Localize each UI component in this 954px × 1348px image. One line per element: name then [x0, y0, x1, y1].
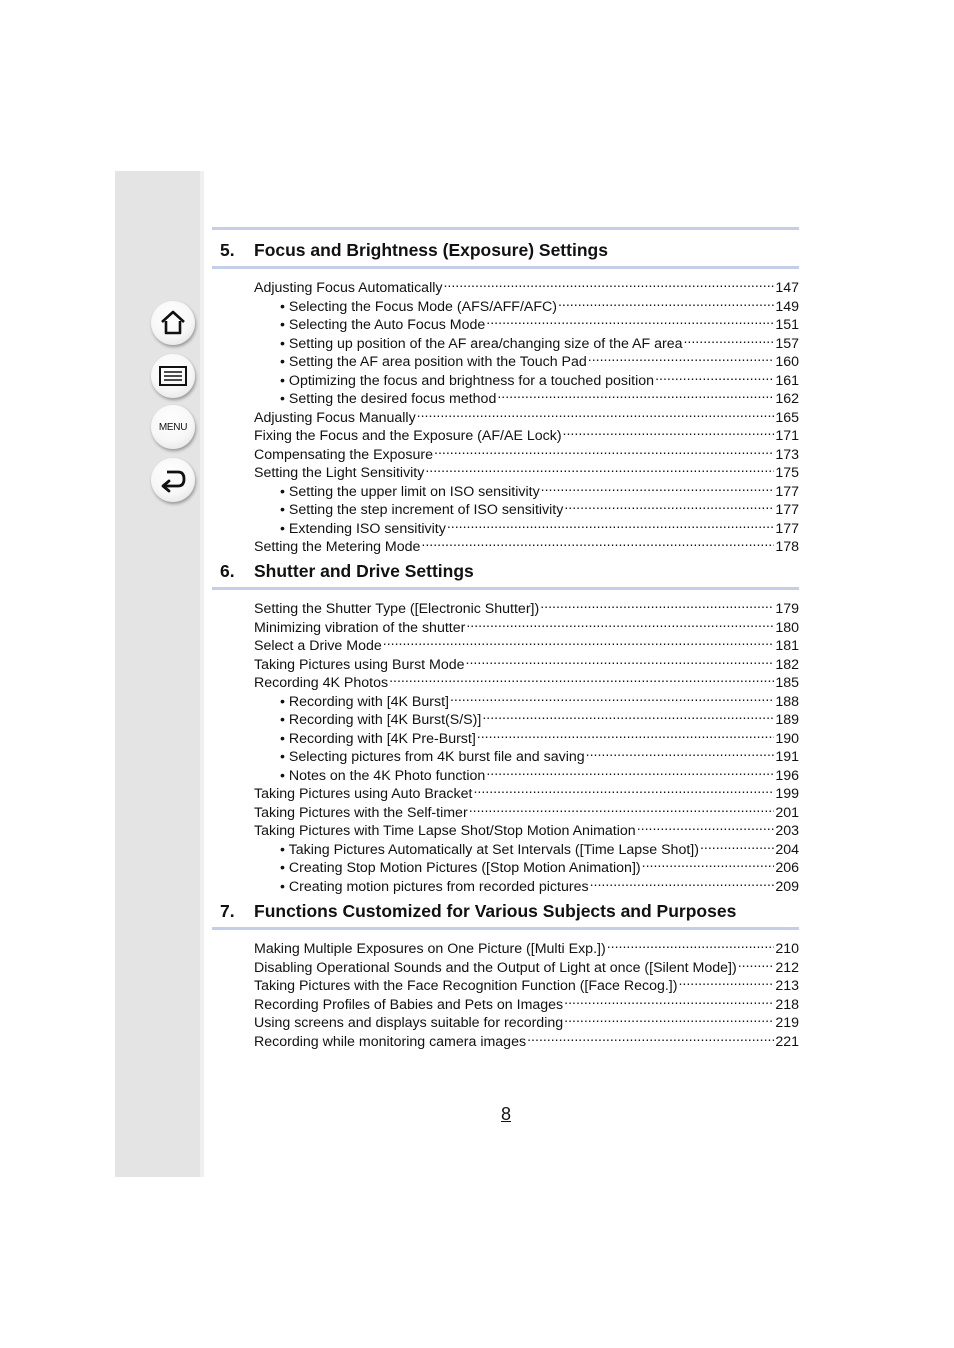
- toc-entry-title: Setting the Shutter Type ([Electronic Shutter]): [254, 601, 540, 617]
- dot-leader: [642, 854, 775, 872]
- toc-entry-page: 149: [775, 298, 799, 315]
- toc-entry[interactable]: [280, 348, 799, 370]
- toc-entry[interactable]: [254, 780, 799, 802]
- toc-entry[interactable]: [254, 972, 799, 994]
- toc-entry[interactable]: [280, 293, 799, 315]
- toc-entry-title: • Setting up position of the AF area/changing size of the AF area: [280, 335, 683, 352]
- dot-leader: [469, 799, 775, 817]
- toc-entry-title: • Selecting the Auto Focus Mode: [280, 317, 486, 333]
- dot-leader: [434, 441, 774, 459]
- toc-entry-page: 147: [775, 280, 799, 296]
- toc-entry-title: • Recording with [4K Pre-Burst]: [280, 730, 476, 747]
- toc-entry-page: 204: [775, 841, 799, 858]
- toc-entry-title: Taking Pictures with Time Lapse Shot/Stop Motion Animation: [254, 823, 636, 839]
- dot-leader: [700, 836, 774, 854]
- toc-entry[interactable]: [280, 515, 799, 537]
- dot-leader: [486, 311, 774, 329]
- toc-entry-title: Select a Drive Mode: [254, 638, 382, 654]
- toc-entry-page: 189: [775, 712, 799, 728]
- toc-entry-page: 210: [775, 941, 799, 957]
- dot-leader: [637, 817, 775, 835]
- toc-entry-title: • Setting the upper limit on ISO sensitivity: [280, 483, 540, 500]
- toc-entry[interactable]: [254, 799, 799, 821]
- toc-entry[interactable]: [254, 991, 799, 1013]
- toc-entry-title: • Selecting the Focus Mode (AFS/AFF/AFC): [280, 298, 557, 315]
- toc-entry-title: • Notes on the 4K Photo function: [280, 767, 486, 784]
- dot-leader: [447, 515, 774, 533]
- section-title: Functions Customized for Various Subjects and Purposes: [254, 901, 737, 921]
- toc-entry[interactable]: [254, 422, 799, 444]
- dot-leader: [527, 1028, 774, 1046]
- dot-leader: [590, 873, 775, 891]
- dot-leader: [558, 293, 774, 311]
- dot-leader: [564, 496, 774, 514]
- toc-entry-page: 160: [775, 354, 799, 370]
- toc-entry-title: Taking Pictures with the Self-timer: [254, 804, 468, 821]
- toc-entry[interactable]: [280, 478, 799, 500]
- dot-leader: [738, 954, 775, 972]
- toc-entry-title: Recording while monitoring camera images: [254, 1033, 527, 1050]
- back-arrow-icon: [158, 466, 188, 494]
- dot-leader: [497, 385, 774, 403]
- toc-entry-title: Fixing the Focus and the Exposure (AF/AE Lock): [254, 428, 562, 444]
- section-rule: [212, 266, 799, 269]
- dot-leader: [425, 459, 774, 477]
- toc-entry[interactable]: [254, 274, 799, 296]
- menu-label: MENU: [158, 421, 188, 433]
- dot-leader: [564, 991, 774, 1009]
- dot-leader: [541, 478, 775, 496]
- toc-entry-page: 219: [775, 1015, 799, 1031]
- toc-entry[interactable]: [280, 762, 799, 784]
- toc-entry[interactable]: [254, 651, 799, 673]
- toc-entry-title: • Creating motion pictures from recorded pictures: [280, 878, 589, 895]
- toc-entry-title: • Taking Pictures Automatically at Set Intervals ([Time Lapse Shot]): [280, 841, 699, 858]
- toc-entry-page: 165: [775, 409, 799, 426]
- toc-entry-title: Making Multiple Exposures on One Picture ([Multi Exp.]): [254, 941, 606, 957]
- toc-entry[interactable]: [254, 441, 799, 463]
- dot-leader: [466, 614, 774, 632]
- toc-entry-page: 171: [775, 428, 799, 444]
- toc-entry-title: • Selecting pictures from 4K burst file and saving: [280, 749, 585, 765]
- dot-leader: [383, 632, 775, 650]
- dot-leader: [683, 330, 774, 348]
- toc-entry[interactable]: [254, 404, 799, 426]
- list-icon: [158, 364, 188, 388]
- toc-entry-title: Taking Pictures using Burst Mode: [254, 656, 465, 673]
- toc-entry[interactable]: [280, 706, 799, 728]
- toc-entry[interactable]: [254, 595, 799, 617]
- toc-entry[interactable]: [280, 367, 799, 389]
- toc-entry-page: 203: [775, 823, 799, 839]
- toc-entry[interactable]: [280, 836, 799, 858]
- top-rule: [212, 227, 799, 230]
- toc-entry-title: • Creating Stop Motion Pictures ([Stop Motion Animation]): [280, 860, 641, 876]
- dot-leader: [417, 404, 775, 422]
- toc-entry-title: Taking Pictures with the Face Recognition Function ([Face Recog.]): [254, 978, 678, 994]
- toc-entry-page: 218: [775, 996, 799, 1013]
- toc-entry-page: 212: [775, 959, 799, 976]
- section-number: 7.: [220, 901, 235, 921]
- dot-leader: [466, 651, 775, 669]
- toc-entry-page: 179: [775, 601, 799, 617]
- toc-entry-title: Minimizing vibration of the shutter: [254, 619, 466, 636]
- dot-leader: [443, 274, 774, 292]
- toc-entry-title: Recording 4K Photos: [254, 675, 389, 691]
- toc-entry-page: 199: [775, 786, 799, 802]
- toc-entry[interactable]: [280, 725, 799, 747]
- toc-entry-title: • Recording with [4K Burst(S/S)]: [280, 712, 482, 728]
- toc-entry-title: Disabling Operational Sounds and the Output of Light at once ([Silent Mode]): [254, 959, 737, 976]
- toc-entry[interactable]: [254, 614, 799, 636]
- section-heading: [220, 559, 800, 583]
- home-button[interactable]: [151, 301, 195, 345]
- toc-entry-page: 182: [775, 656, 799, 673]
- toc-entry-page: 190: [775, 730, 799, 747]
- section-number: 5.: [220, 240, 235, 260]
- toc-entry-page: 180: [775, 619, 799, 636]
- toc-entry-page: 191: [775, 749, 799, 765]
- toc-entry-page: 196: [775, 767, 799, 784]
- section-heading: [220, 238, 800, 262]
- toc-entry-title: Using screens and displays suitable for recording: [254, 1015, 564, 1031]
- toc-entry-title: • Setting the AF area position with the Touch Pad: [280, 354, 587, 370]
- dot-leader: [482, 706, 774, 724]
- dot-leader: [607, 935, 775, 953]
- sidebar-edge: [200, 171, 204, 1177]
- toc-entry-page: 161: [775, 372, 799, 389]
- dot-leader: [655, 367, 774, 385]
- toc-entry-title: Setting the Light Sensitivity: [254, 465, 425, 481]
- toc-entry-page: 213: [775, 978, 799, 994]
- section-number: 6.: [220, 561, 235, 581]
- toc-entry-title: Recording Profiles of Babies and Pets on Images: [254, 996, 564, 1013]
- section-rule: [212, 587, 799, 590]
- home-icon: [158, 308, 188, 338]
- toc-entry[interactable]: [254, 632, 799, 654]
- toc-entry-page: 181: [775, 638, 799, 654]
- toc-entry-title: Taking Pictures using Auto Bracket: [254, 786, 473, 802]
- toc-entry-title: Compensating the Exposure: [254, 446, 434, 463]
- toc-entry[interactable]: [254, 954, 799, 976]
- toc-entry-page: 177: [775, 483, 799, 500]
- dot-leader: [564, 1009, 774, 1027]
- dot-leader: [588, 348, 775, 366]
- toc-entry-page: 151: [775, 317, 799, 333]
- dot-leader: [389, 669, 774, 687]
- page-number: 8: [500, 1104, 511, 1124]
- toc-entry-page: 188: [775, 693, 799, 710]
- toc-entry[interactable]: [280, 688, 799, 710]
- contents-button[interactable]: [151, 354, 195, 398]
- toc-entry-title: • Setting the step increment of ISO sensitivity: [280, 502, 564, 518]
- toc-entry[interactable]: [254, 1009, 799, 1031]
- toc-entry-title: • Recording with [4K Burst]: [280, 693, 449, 710]
- toc-entry[interactable]: [280, 330, 799, 352]
- dot-leader: [421, 533, 774, 551]
- dot-leader: [473, 780, 774, 798]
- toc-entry-title: • Optimizing the focus and brightness for a touched position: [280, 372, 655, 389]
- toc-entry[interactable]: [280, 854, 799, 876]
- toc-entry-page: 177: [775, 520, 799, 537]
- toc-entry[interactable]: [254, 533, 799, 555]
- toc-entry-page: 206: [775, 860, 799, 876]
- toc-entry-page: 201: [775, 804, 799, 821]
- dot-leader: [540, 595, 774, 613]
- section-rule: [212, 927, 799, 930]
- section-title: Shutter and Drive Settings: [254, 561, 474, 581]
- toc-entry-page: 175: [775, 465, 799, 481]
- toc-entry-title: Setting the Metering Mode: [254, 539, 421, 555]
- toc-entry[interactable]: [254, 459, 799, 481]
- dot-leader: [586, 743, 775, 761]
- toc-entry[interactable]: [280, 385, 799, 407]
- dot-leader: [477, 725, 775, 743]
- toc-entry[interactable]: [254, 817, 799, 839]
- dot-leader: [678, 972, 774, 990]
- menu-button[interactable]: [151, 405, 195, 449]
- toc-entry-page: 185: [775, 675, 799, 691]
- toc-entry-title: Adjusting Focus Manually: [254, 409, 416, 426]
- toc-entry-page: 157: [775, 335, 799, 352]
- toc-entry-page: 162: [775, 391, 799, 407]
- toc-entry[interactable]: [280, 311, 799, 333]
- toc-entry-title: Adjusting Focus Automatically: [254, 280, 443, 296]
- toc-entry-title: • Extending ISO sensitivity: [280, 520, 446, 537]
- toc-entry[interactable]: [280, 873, 799, 895]
- toc-entry[interactable]: [280, 496, 799, 518]
- toc-entry-title: • Setting the desired focus method: [280, 391, 497, 407]
- toc-entry-page: 173: [775, 446, 799, 463]
- dot-leader: [450, 688, 774, 706]
- back-button[interactable]: [151, 458, 195, 502]
- toc-entry[interactable]: [254, 1028, 799, 1050]
- toc-entry-page: 221: [775, 1033, 799, 1050]
- toc-entry[interactable]: [254, 935, 799, 957]
- section-title: Focus and Brightness (Exposure) Settings: [254, 240, 608, 260]
- toc-entry-page: 209: [775, 878, 799, 895]
- section-heading: [220, 899, 800, 923]
- dot-leader: [486, 762, 774, 780]
- toc-entry[interactable]: [280, 743, 799, 765]
- toc-entry-page: 178: [775, 539, 799, 555]
- toc-entry-page: 177: [775, 502, 799, 518]
- toc-entry[interactable]: [254, 669, 799, 691]
- dot-leader: [563, 422, 775, 440]
